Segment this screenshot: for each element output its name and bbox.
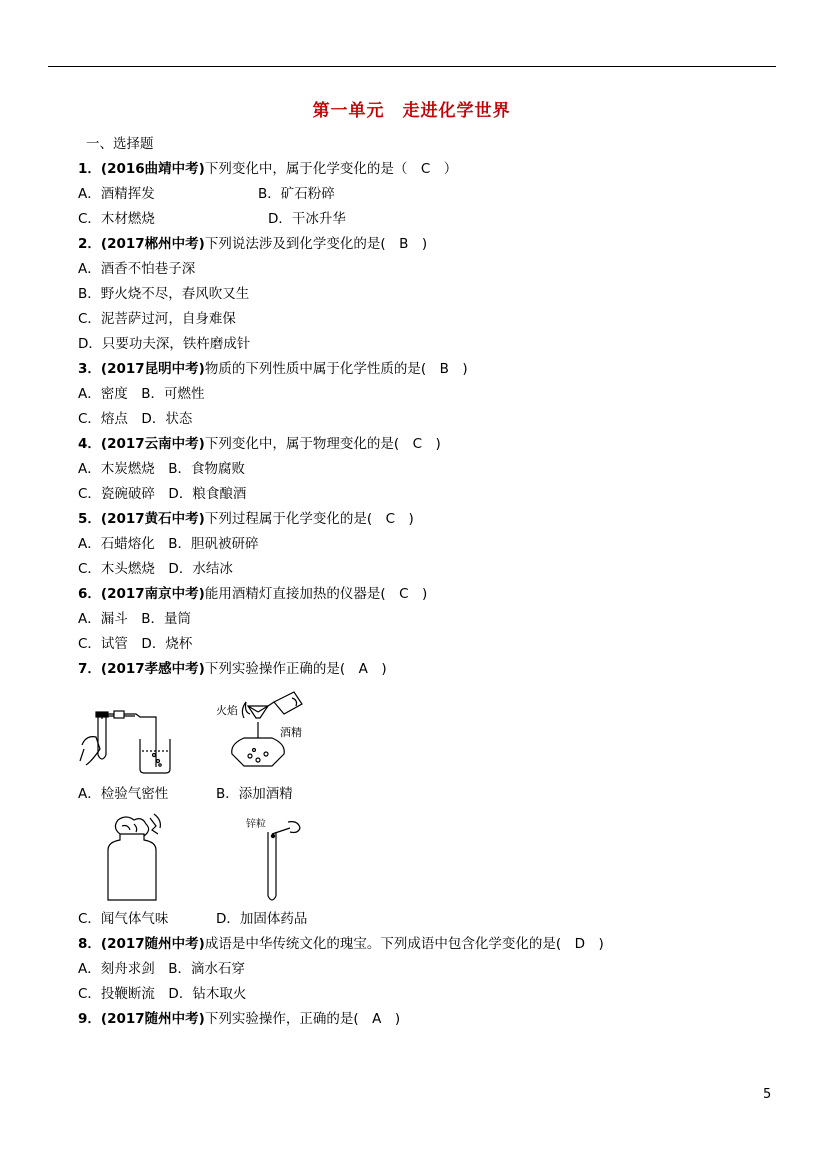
question-number: 9． xyxy=(78,1011,101,1027)
options-ab: A．密度 B．可燃性 xyxy=(78,386,205,402)
question-number: 6． xyxy=(78,586,101,602)
question-text: 下列实验操作，正确的是( A ) xyxy=(204,1011,401,1027)
question-source: (2017昆明中考) xyxy=(100,361,205,377)
question-7 xyxy=(78,660,387,678)
question-text: 下列变化中，属于物理变化的是( C ) xyxy=(204,436,441,452)
options-ab: A．漏斗 B．量筒 xyxy=(78,611,191,627)
option-b: B．矿石粉碎 xyxy=(258,186,335,202)
question-number: 5． xyxy=(78,511,101,527)
option-b: B．添加酒精 xyxy=(216,786,293,802)
options-cd: C．熔点 D．状态 xyxy=(78,411,193,427)
question-source: (2017随州中考) xyxy=(100,1011,205,1027)
question-source: (2017黄石中考) xyxy=(100,511,205,527)
question-source: (2017随州中考) xyxy=(100,936,205,952)
option-d: D．干冰升华 xyxy=(268,211,346,227)
page-title: 第一单元 走进化学世界 xyxy=(312,101,511,121)
option-c: C．泥菩萨过河，自身难保 xyxy=(78,311,236,327)
question-text: 物质的下列性质中属于化学性质的是( B ) xyxy=(204,361,468,377)
figure-smelling-gas xyxy=(98,812,168,904)
option-d: D．只要功夫深，铁杵磨成针 xyxy=(78,336,251,352)
question-source: (2017南京中考) xyxy=(100,586,205,602)
question-6 xyxy=(78,585,427,603)
options-cd: C．投鞭断流 D．钻木取火 xyxy=(78,986,247,1002)
question-number: 3． xyxy=(78,361,101,377)
question-4 xyxy=(78,435,441,453)
question-number: 4． xyxy=(78,436,101,452)
option-b: B．野火烧不尽，春风吹又生 xyxy=(78,286,250,302)
options-ab: A．刻舟求剑 B．滴水石穿 xyxy=(78,961,245,977)
figure-adding-solid xyxy=(240,812,310,904)
options-cd: C．瓷碗破碎 D．粮食酿酒 xyxy=(78,486,247,502)
fig-label-alcohol: 酒精 xyxy=(280,726,302,739)
question-number: 2． xyxy=(78,236,101,252)
question-number: 8． xyxy=(78,936,101,952)
question-text: 下列说法涉及到化学变化的是( B ) xyxy=(204,236,428,252)
section-heading: 一、选择题 xyxy=(86,136,154,152)
option-d: D．加固体药品 xyxy=(216,911,308,927)
header-rule xyxy=(48,66,776,67)
option-a: A．检验气密性 xyxy=(78,786,169,802)
question-number: 7． xyxy=(78,661,101,677)
option-a: A．酒精挥发 xyxy=(78,186,155,202)
question-source: (2016曲靖中考) xyxy=(100,161,205,177)
page-number: 5 xyxy=(763,1087,772,1102)
option-c: C．闻气体气味 xyxy=(78,911,169,927)
option-c: C．木材燃烧 xyxy=(78,211,155,227)
question-source: (2017云南中考) xyxy=(100,436,205,452)
options-ab: A．石蜡熔化 B．胆矾被研碎 xyxy=(78,536,259,552)
question-9 xyxy=(78,1010,400,1028)
option-a: A．酒香不怕巷子深 xyxy=(78,261,196,277)
options-ab: A．木炭燃烧 B．食物腐败 xyxy=(78,461,245,477)
question-text: 下列实验操作正确的是( A ) xyxy=(204,661,387,677)
question-5 xyxy=(78,510,414,528)
question-3 xyxy=(78,360,468,378)
question-source: (2017郴州中考) xyxy=(100,236,205,252)
fig-label-flame: 火焰 xyxy=(216,704,238,717)
question-number: 1． xyxy=(78,161,101,177)
question-text: 下列过程属于化学变化的是( C ) xyxy=(204,511,414,527)
question-2 xyxy=(78,235,427,253)
question-8 xyxy=(78,935,604,953)
question-text: 下列变化中，属于化学变化的是（ C ） xyxy=(204,161,458,177)
question-1 xyxy=(78,160,457,178)
options-cd: C．试管 D．烧杯 xyxy=(78,636,193,652)
options-cd: C．木头燃烧 D．水结冰 xyxy=(78,561,233,577)
figure-adding-alcohol xyxy=(214,688,314,774)
figure-airtightness-check xyxy=(76,705,176,777)
question-text: 成语是中华传统文化的瑰宝。下列成语中包含化学变化的是( D ) xyxy=(204,936,604,952)
fig-label-zinc: 锌粒 xyxy=(246,819,266,830)
question-source: (2017孝感中考) xyxy=(100,661,205,677)
question-text: 能用酒精灯直接加热的仪器是( C ) xyxy=(204,586,428,602)
